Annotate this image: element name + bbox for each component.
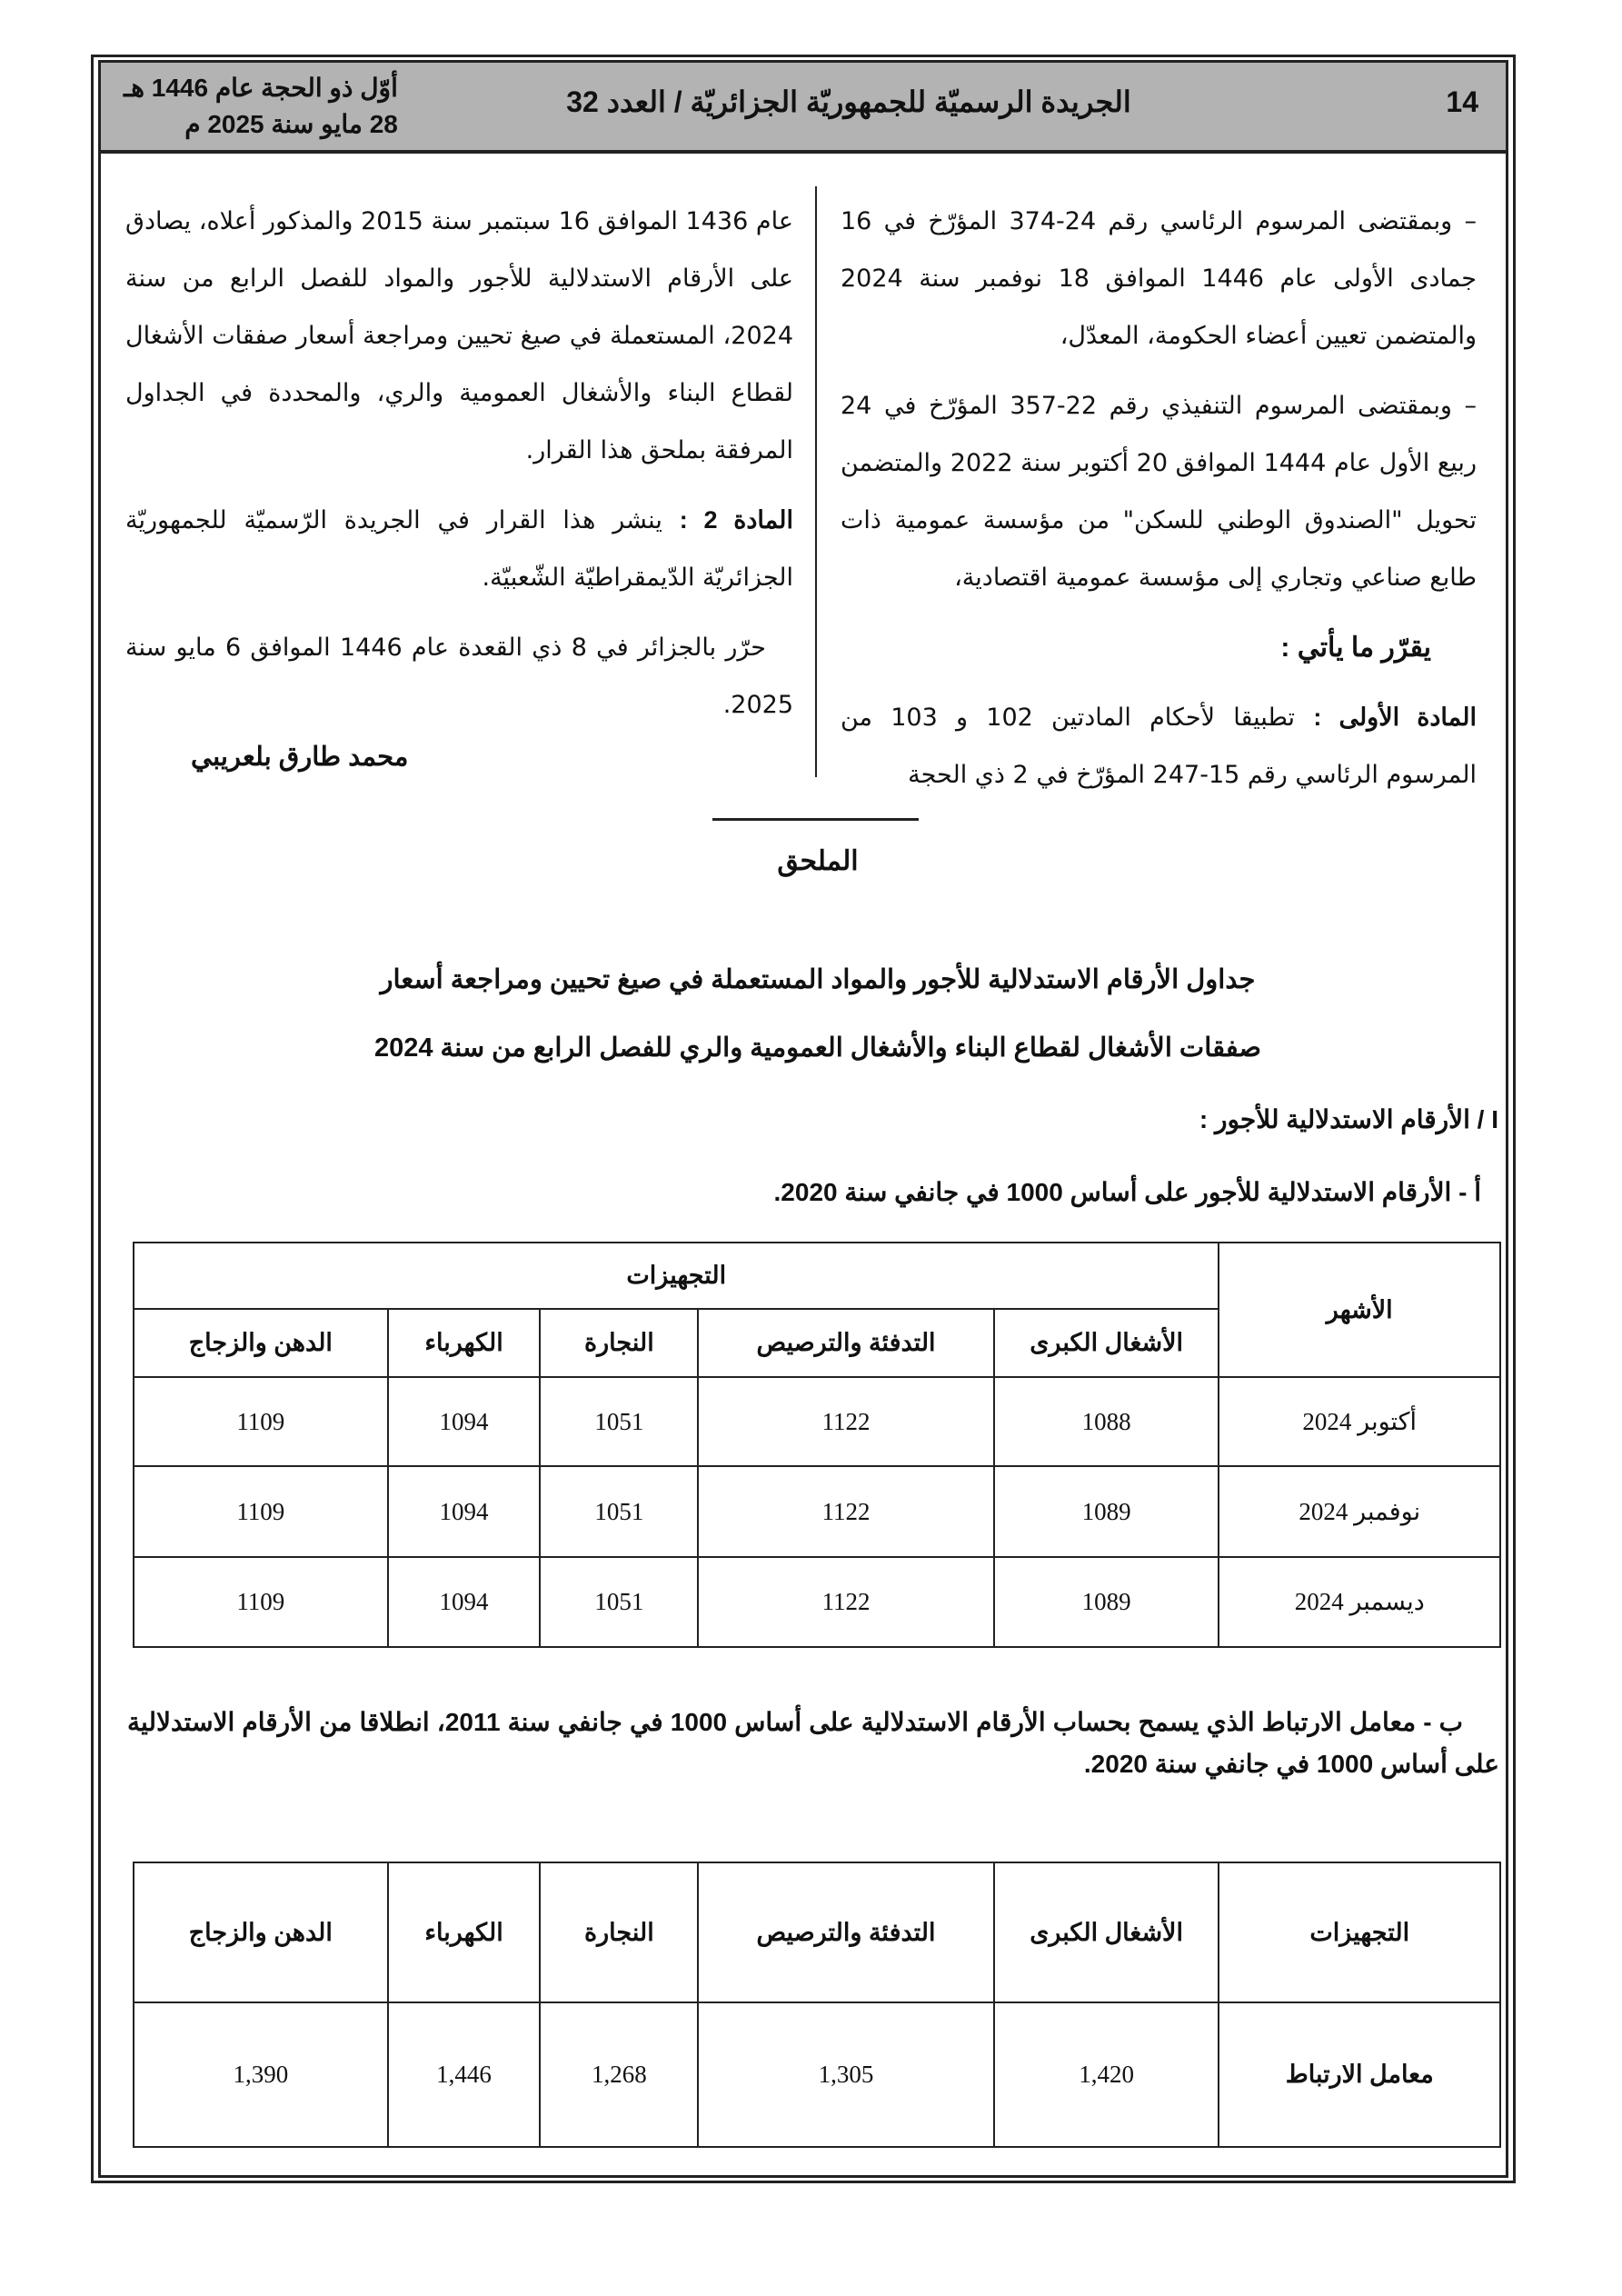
value-cell: 1122 (698, 1377, 994, 1466)
value-cell: 1051 (540, 1377, 698, 1466)
section-b-paragraph: ب - معامل الارتباط الذي يسمح بحساب الأرقام الاستدلالية على أساس 1000 في جانفي سنة 2011، انطلاقا من الأرقام الاستدلالية على أساس 1000 في جانفي سنة 2020. (127, 1708, 1499, 1778)
article-text: تطبيقا لأحكام المادتين 102 و 103 من المرسوم الرئاسي رقم 15-247 المؤرّخ في 2 ذي الحجة (841, 704, 1477, 789)
issue-date (124, 70, 398, 143)
value-cell: 1051 (540, 1466, 698, 1557)
column-header: الأشغال الكبرى (994, 1862, 1219, 2002)
value-cell: 1109 (134, 1377, 388, 1466)
value-cell: 1051 (540, 1557, 698, 1647)
right-column (841, 193, 1477, 816)
column-header: الكهرباء (388, 1309, 541, 1377)
value-cell: 1,305 (698, 2002, 994, 2147)
correlation-coefficient-table (133, 1862, 1501, 2148)
value-cell: 1094 (388, 1377, 541, 1466)
month-cell: ديسمبر 2024 (1219, 1557, 1500, 1647)
value-cell: 1109 (134, 1557, 388, 1647)
column-header: النجارة (540, 1309, 698, 1377)
value-cell: 1109 (134, 1466, 388, 1557)
section-i-heading: I / الأرقام الاستدلالية للأجور : (1199, 1105, 1498, 1133)
annex-title-line-1: جداول الأرقام الاستدلالية للأجور والمواد المستعملة في صيغ تحيين ومراجعة أسعار (380, 965, 1256, 994)
page-number: 14 (1446, 85, 1478, 118)
article-2 (125, 492, 793, 606)
column-divider (815, 186, 817, 777)
wage-index-table (133, 1242, 1501, 1648)
column-header: التدفئة والترصيص (698, 1309, 994, 1377)
table-row (134, 1466, 1500, 1557)
value-cell: 1,446 (388, 2002, 541, 2147)
date-gregorian: 28 مايو سنة 2025 م (184, 110, 398, 138)
column-header: الأشغال الكبرى (994, 1309, 1219, 1377)
column-header: الكهرباء (388, 1862, 541, 2002)
value-cell: 1,268 (540, 2002, 698, 2147)
article-label: المادة الأولى : (1313, 704, 1477, 731)
recital-paragraph: – وبمقتضى المرسوم التنفيذي رقم 22-357 المؤرّخ في 24 ربيع الأول عام 1444 الموافق 20 أكتوبر سنة 2022 والمتضمن تحويل "الصندوق الوطني للسكن" من مؤسسة عمومية ذات طابع صناعي وتجاري إلى مؤسسة عمومية اقتصادية، (841, 392, 1477, 592)
equipment-header: التجهيزات (1219, 1862, 1500, 2002)
gazette-header (101, 63, 1506, 154)
annex-label: الملحق (777, 846, 859, 876)
table-row (134, 1377, 1500, 1466)
article-label: المادة 2 : (679, 506, 793, 534)
section-a-heading: أ - الأرقام الاستدلالية للأجور على أساس 1000 في جانفي سنة 2020. (773, 1178, 1481, 1206)
months-header: الأشهر (1219, 1243, 1500, 1377)
separator-line (712, 818, 919, 821)
value-cell: 1122 (698, 1466, 994, 1557)
value-cell: 1089 (994, 1557, 1219, 1647)
value-cell: 1088 (994, 1377, 1219, 1466)
decides-heading: يقرّر ما يأتي : (1280, 633, 1431, 663)
month-cell: أكتوبر 2024 (1219, 1377, 1500, 1466)
column-header: النجارة (540, 1862, 698, 2002)
done-at: حرّر بالجزائر في 8 ذي القعدة عام 1446 الموافق 6 مايو سنة 2025. (125, 634, 793, 719)
value-cell: 1,390 (134, 2002, 388, 2147)
value-cell: 1094 (388, 1466, 541, 1557)
value-cell: 1122 (698, 1557, 994, 1647)
month-cell: نوفمبر 2024 (1219, 1466, 1500, 1557)
article-1-continuation: عام 1436 الموافق 16 سبتمبر سنة 2015 والمذكور أعلاه، يصادق على الأرقام الاستدلالية للأجور والمواد للفصل الرابع من سنة 2024، المستعملة في صيغ تحيين ومراجعة أسعار صفقات الأشغال لقطاع البناء والأشغال العمومية والري، والمحددة في الجداول المرفقة بملحق هذا القرار. (125, 207, 793, 464)
column-header: الدهن والزجاج (134, 1862, 388, 2002)
column-header: التدفئة والترصيص (698, 1862, 994, 2002)
signature: محمد طارق بلعريبي (191, 743, 409, 772)
value-cell: 1089 (994, 1466, 1219, 1557)
gazette-title: الجريدة الرسميّة للجمهوريّة الجزائريّة / العدد 32 (566, 85, 1131, 118)
table-row (134, 1557, 1500, 1647)
annex-title-line-2: صفقات الأشغال لقطاع البناء والأشغال العمومية والري للفصل الرابع من سنة 2024 (373, 1033, 1262, 1063)
value-cell: 1094 (388, 1557, 541, 1647)
left-column (125, 193, 793, 746)
recital-paragraph: – وبمقتضى المرسوم الرئاسي رقم 24-374 المؤرّخ في 16 جمادى الأولى عام 1446 الموافق 18 نوفمبر سنة 2024 والمتضمن تعيين أعضاء الحكومة، المعدّل، (841, 207, 1477, 350)
table-row (134, 2002, 1500, 2147)
date-hijri: أوّل ذو الحجة عام 1446 هـ (124, 74, 398, 102)
row-label: معامل الارتباط (1219, 2002, 1500, 2147)
article-1 (841, 689, 1477, 804)
article-text: ينشر هذا القرار في الجريدة الرّسميّة للجمهوريّة الجزائريّة الدّيمقراطيّة الشّعبيّة. (125, 506, 793, 592)
column-header: الدهن والزجاج (134, 1309, 388, 1377)
value-cell: 1,420 (994, 2002, 1219, 2147)
equipment-group-header: التجهيزات (134, 1243, 1219, 1309)
